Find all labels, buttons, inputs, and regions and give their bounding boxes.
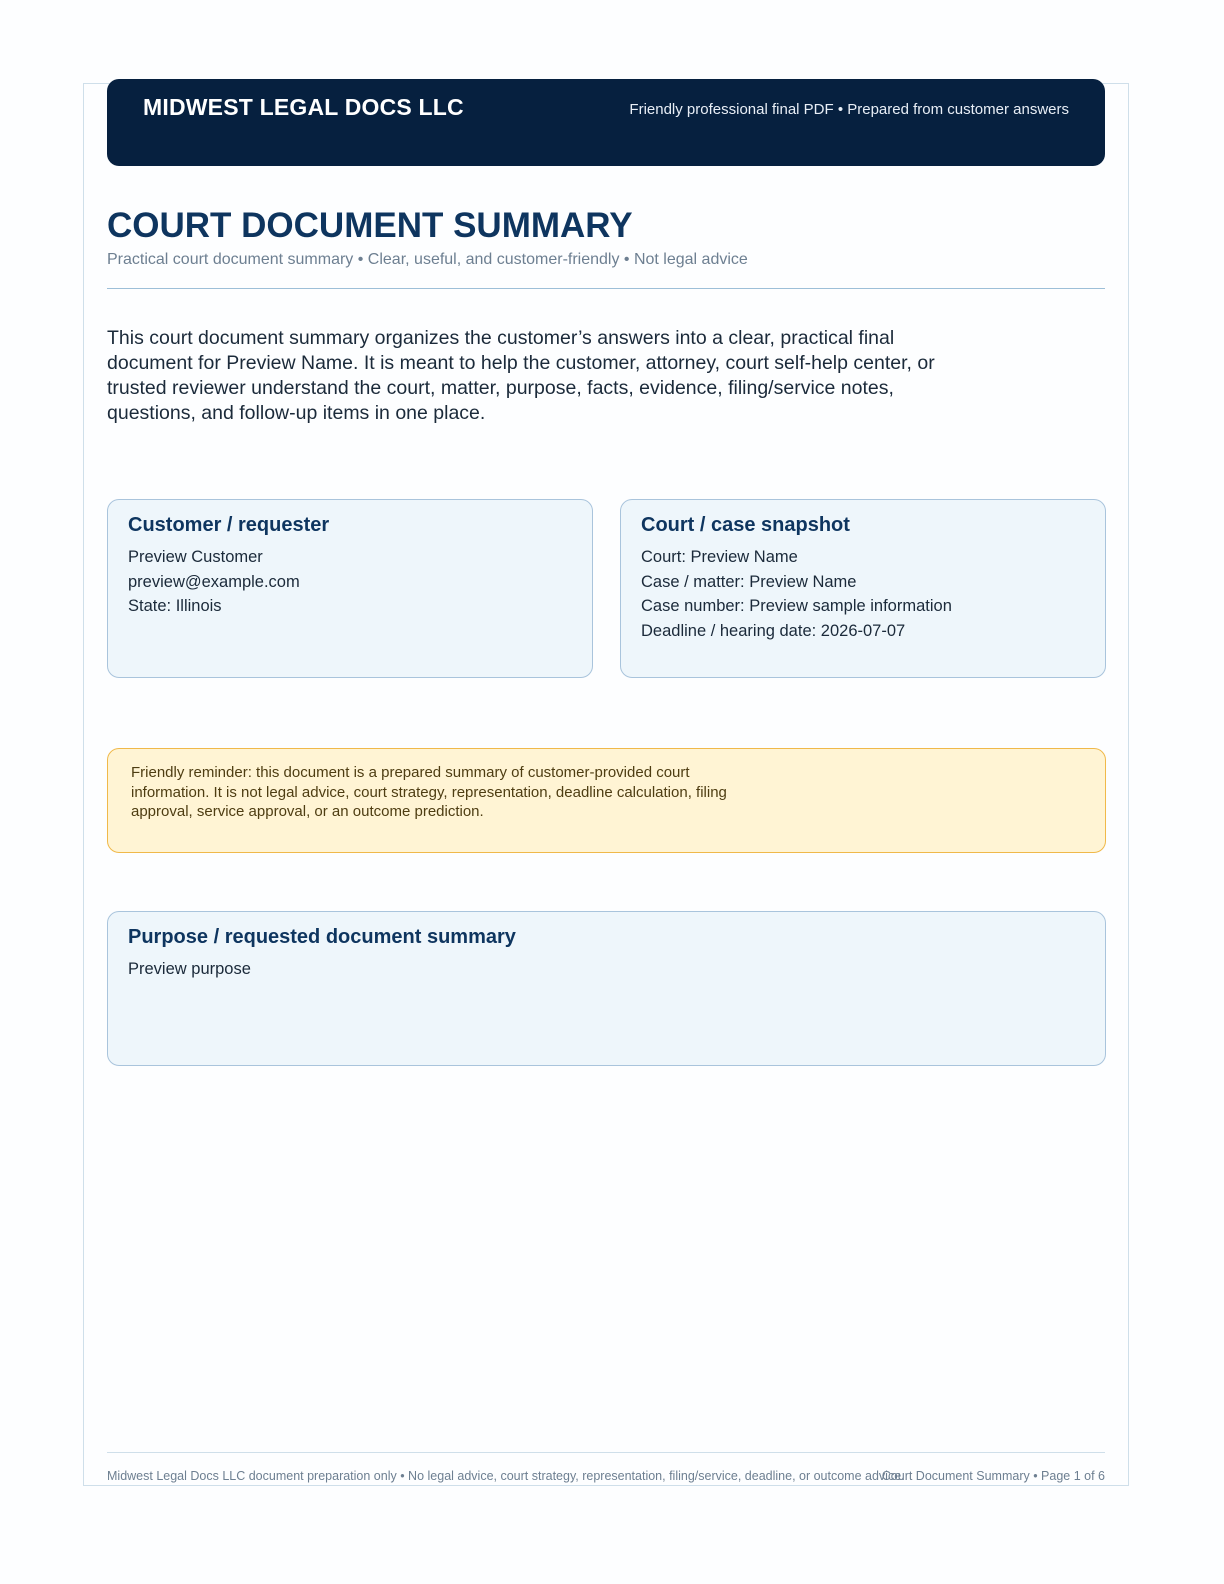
customer-state: State: Illinois <box>128 597 222 615</box>
case-number: Case number: Preview sample information <box>641 597 952 615</box>
purpose-card <box>107 911 1106 1066</box>
header-banner <box>107 79 1105 166</box>
customer-card-title: Customer / requester <box>128 514 330 536</box>
case-snapshot-card <box>620 499 1106 678</box>
case-matter: Case / matter: Preview Name <box>641 572 857 591</box>
customer-name: Preview Customer <box>128 548 263 566</box>
customer-card <box>107 499 593 678</box>
purpose-body: Preview purpose <box>128 960 251 978</box>
header-tagline: Friendly professional final PDF • Prepared from customer answers <box>629 101 1069 118</box>
brand-name: MIDWEST LEGAL DOCS LLC <box>143 94 464 120</box>
reminder-text: Friendly reminder: this document is a prepared summary of customer-provided court information. It is not legal advice, court strategy, representation, deadline calculation, filing approval, service approval, or an outcome prediction. <box>131 764 727 820</box>
footer-page-label: Court Document Summary • Page 1 of 6 <box>881 1469 1105 1483</box>
case-court: Court: Preview Name <box>641 548 798 566</box>
intro-paragraph: This court document summary organizes the customer’s answers into a clear, practical final document for Preview Name. It is meant to help the customer, attorney, court self-help center, or trusted reviewer understand the court, matter, purpose, facts, evidence, filing/service notes, questions, and follow-up items in one place. <box>107 327 935 424</box>
title-divider <box>107 288 1105 289</box>
page-subtitle: Practical court document summary • Clear, useful, and customer-friendly • Not legal advice <box>107 251 748 268</box>
footer-divider <box>107 1452 1105 1453</box>
page-title: COURT DOCUMENT SUMMARY <box>107 206 633 245</box>
case-deadline: Deadline / hearing date: 2026-07-07 <box>641 621 906 640</box>
footer-disclaimer: Midwest Legal Docs LLC document preparation only • No legal advice, court strategy, representation, filing/service, deadline, or outcome advice. <box>107 1469 905 1483</box>
customer-email: preview@example.com <box>128 572 300 591</box>
case-card-title: Court / case snapshot <box>641 514 850 536</box>
purpose-card-title: Purpose / requested document summary <box>128 926 516 948</box>
friendly-reminder-box <box>107 748 1106 853</box>
